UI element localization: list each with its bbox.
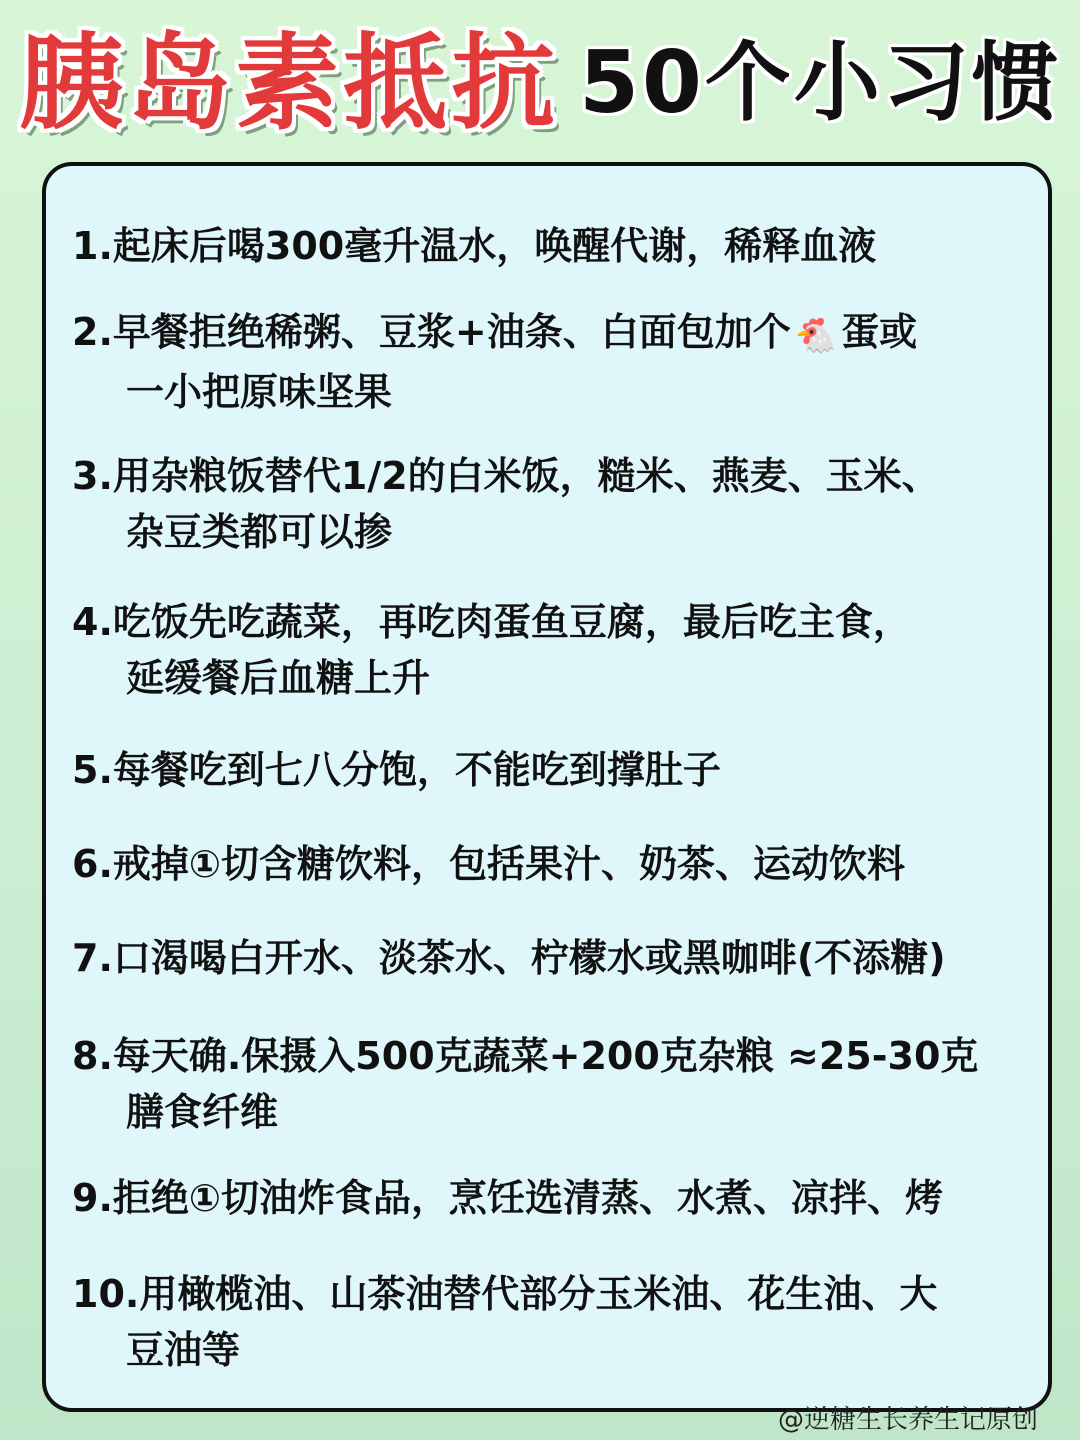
habit-item-3-line1: 3.用杂粮饭替代1/2的白米饭，糙米、燕麦、玉米、 bbox=[72, 454, 940, 498]
habit-item-7 bbox=[72, 930, 1032, 986]
habit-item-10 bbox=[72, 1266, 1032, 1378]
habit-item-9-line1: 9.拒绝①切油炸食品，烹饪选清蒸、水煮、凉拌、烤 bbox=[72, 1176, 944, 1220]
habit-item-3-line2: 杂豆类都可以掺 bbox=[126, 510, 393, 554]
habit-item-1 bbox=[72, 218, 1032, 274]
habit-item-8 bbox=[72, 1028, 1032, 1140]
habit-item-6-line1: 6.戒掉①切含糖饮料，包括果汁、奶茶、运动饮料 bbox=[72, 842, 906, 886]
habit-item-5 bbox=[72, 742, 1032, 798]
habit-item-7-line1: 7.口渴喝白开水、淡茶水、柠檬水或黑咖啡(不添糖) bbox=[72, 936, 946, 980]
habit-item-9 bbox=[72, 1170, 1032, 1226]
title-red-part: 胰岛素抵抗 bbox=[19, 22, 560, 144]
page-title bbox=[0, 18, 1080, 148]
habit-item-2-line1 bbox=[72, 304, 1032, 364]
habit-item-2-text-before: 2.早餐拒绝稀粥、豆浆+油条、白面包加个 bbox=[72, 310, 791, 354]
habit-item-10-line1: 10.用橄榄油、山茶油替代部分玉米油、花生油、大 bbox=[72, 1272, 938, 1316]
habit-item-6 bbox=[72, 836, 1032, 892]
habit-item-2-line2: 一小把原味坚果 bbox=[126, 370, 393, 414]
habit-item-1-line1: 1.起床后喝300毫升温水，唤醒代谢，稀释血液 bbox=[72, 224, 877, 268]
habit-item-4-line2: 延缓餐后血糖上升 bbox=[126, 656, 431, 700]
habit-item-8-line2: 膳食纤维 bbox=[126, 1090, 279, 1134]
habit-item-10-line2: 豆油等 bbox=[126, 1328, 241, 1372]
habit-item-4 bbox=[72, 594, 1032, 706]
habit-item-3 bbox=[72, 448, 1032, 560]
habit-item-2 bbox=[72, 304, 1032, 420]
title-black-part: 50个小习惯 bbox=[579, 33, 1061, 133]
habit-item-8-line1: 8.每天确.保摄入500克蔬菜+200克杂粮 ≈25-30克 bbox=[72, 1034, 979, 1078]
chicken-icon: 🐔 bbox=[794, 316, 838, 356]
habit-item-5-line1: 5.每餐吃到七八分饱，不能吃到撑肚子 bbox=[72, 748, 721, 792]
habit-item-4-line1: 4.吃饭先吃蔬菜，再吃肉蛋鱼豆腐，最后吃主食， bbox=[72, 600, 911, 644]
habit-item-2-text-after: 蛋或 bbox=[841, 310, 918, 354]
watermark-credit: @逆糖生长养生记原创 bbox=[777, 1405, 1038, 1435]
habits-card bbox=[42, 162, 1052, 1412]
